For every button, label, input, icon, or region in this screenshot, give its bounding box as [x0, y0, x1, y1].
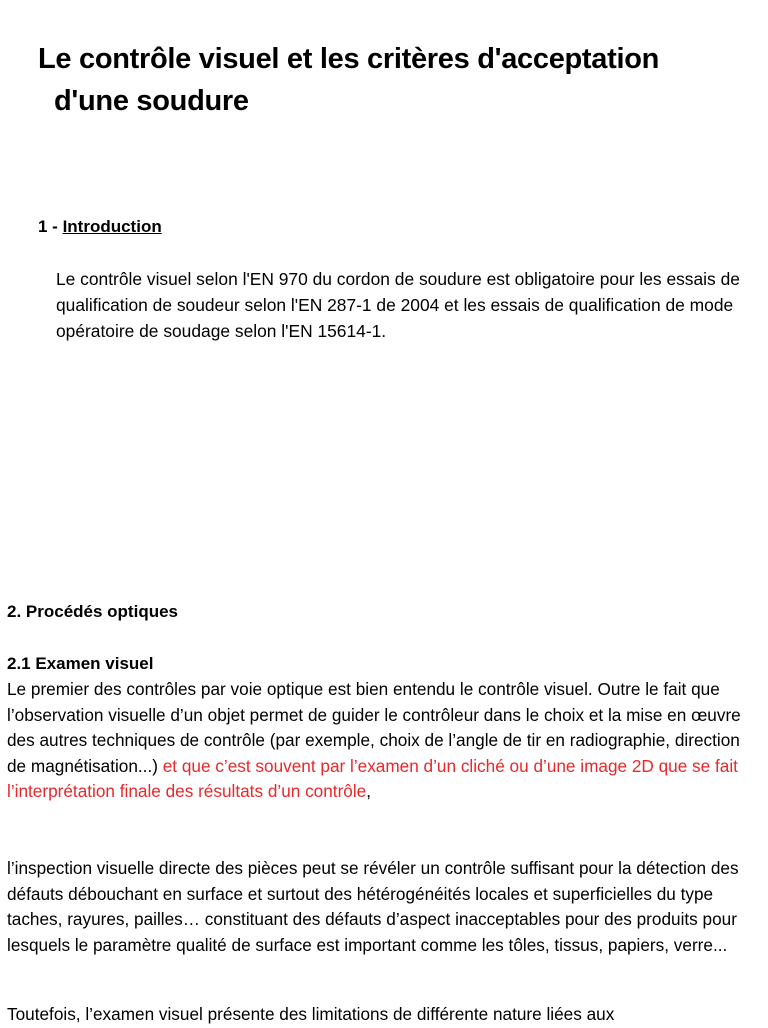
paragraph-text: Le premier des contrôles par voie optique est bien entendu le contrôle visuel. Outre le fait que l’observation visuelle d’un objet permet de guider le contrôleur dans le choix et la mise en œuvre des autres techniques de contrôle (par exemple, choix de l’angle de tir en radiographie, direction de magnétisation...) [7, 679, 741, 776]
document-title [38, 38, 738, 122]
paragraph-inspection-visuelle: l’inspection visuelle directe des pièces peut se révéler un contrôle suffisant pour la détection des défauts débouchant en surface et surtout des hétérogénéités locales et superficielles du type taches, rayures, pailles… constituant des défauts d’aspect inacceptables pour des produits pour lesquels le paramètre qualité de surface est important comme les tôles, tissus, papiers, verre... [7, 858, 739, 955]
section-heading-introduction [38, 216, 162, 238]
introduction-paragraph: Le contrôle visuel selon l'EN 970 du cordon de soudure est obligatoire pour les essais de qualification de soudeur selon l'EN 287-1 de 2004 et les essais de qualification de mode opératoire de soudage selon l'EN 15614-1. [56, 269, 740, 341]
paragraph-limitations: Toutefois, l’examen visuel présente des limitations de différente nature liées aux [7, 1004, 615, 1024]
section-number: 1 - [38, 217, 63, 236]
section-title: Introduction [62, 217, 162, 236]
paragraph-text-end: , [366, 781, 372, 802]
title-line-1: Le contrôle visuel et les critères d'acceptation [38, 43, 660, 75]
section-heading-procedes-optiques: 2. Procédés optiques [7, 602, 178, 621]
subsection-heading-examen-visuel: 2.1 Examen visuel [7, 654, 154, 673]
highlighted-text: et que c’est souvent par l’examen d’un cliché ou d’une image 2D que se fait l’interprétation finale des résultats d’un contrôle [7, 755, 738, 802]
title-line-2: d'une soudure [54, 85, 249, 117]
paragraph-controle-visuel [7, 677, 759, 805]
